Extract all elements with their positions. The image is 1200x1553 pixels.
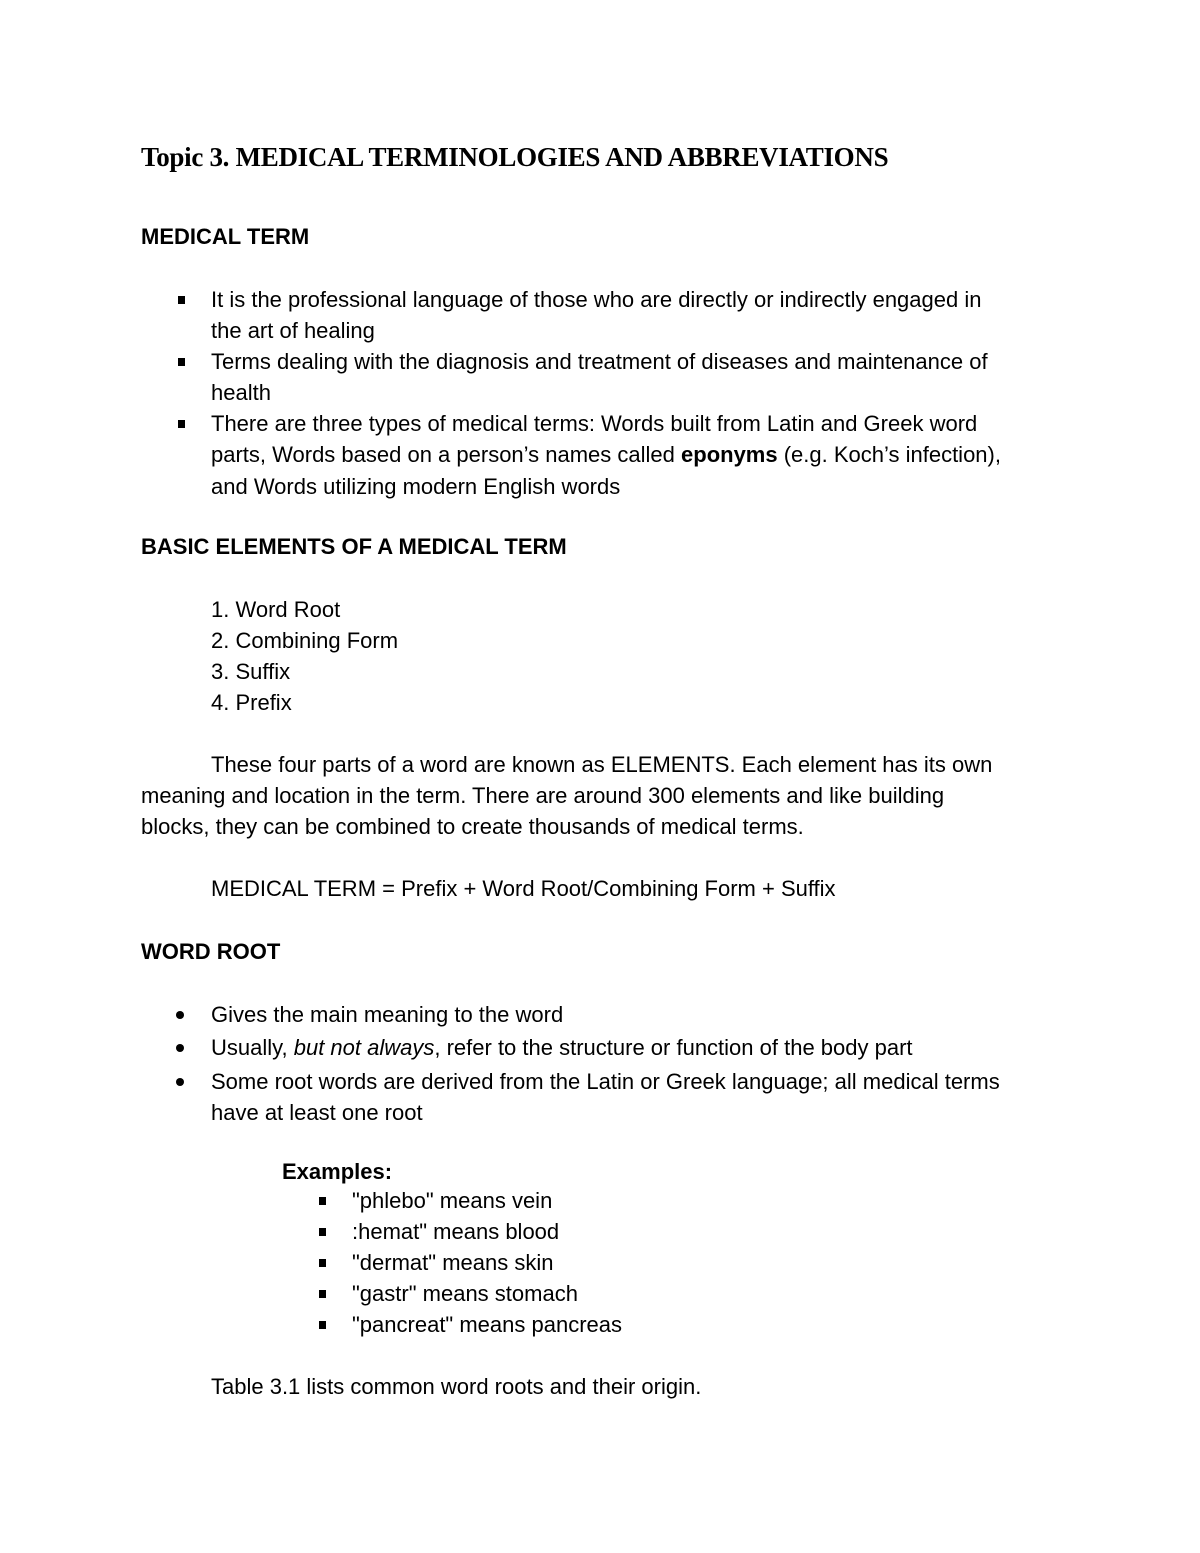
bullet-text-part: Usually,	[211, 1035, 294, 1060]
round-bullet-icon	[176, 1011, 184, 1019]
bullet-text: health	[211, 380, 271, 405]
paragraph-line: blocks, they can be combined to create thousands of medical terms.	[141, 814, 804, 839]
bullet-text: Gives the main meaning to the word	[211, 1002, 564, 1027]
bullet-text: and Words utilizing modern English words	[211, 474, 621, 499]
square-bullet-icon	[178, 358, 185, 366]
square-bullet-icon	[319, 1228, 326, 1236]
bullet-text: have at least one root	[211, 1100, 423, 1125]
square-bullet-icon	[319, 1321, 326, 1329]
bullet-text-part: , refer to the structure or function of the body part	[434, 1035, 913, 1060]
eponyms-term: eponyms	[681, 442, 778, 467]
section-heading-medical-term: MEDICAL TERM	[141, 224, 310, 249]
numbered-item: 1. Word Root	[211, 597, 341, 622]
paragraph-line: meaning and location in the term. There are around 300 elements and like building	[141, 783, 945, 808]
example-item: "gastr" means stomach	[352, 1281, 578, 1306]
round-bullet-icon	[176, 1044, 184, 1052]
square-bullet-icon	[178, 296, 185, 304]
bullet-text: the art of healing	[211, 318, 375, 343]
square-bullet-icon	[319, 1290, 326, 1298]
example-item: "phlebo" means vein	[352, 1188, 553, 1213]
square-bullet-icon	[319, 1197, 326, 1205]
example-item: :hemat" means blood	[352, 1219, 560, 1244]
italic-phrase: but not always	[293, 1035, 435, 1060]
table-reference: Table 3.1 lists common word roots and their origin.	[211, 1374, 702, 1399]
example-item: "pancreat" means pancreas	[352, 1312, 622, 1337]
square-bullet-icon	[178, 420, 185, 428]
bullet-text: There are three types of medical terms: Words built from Latin and Greek word	[211, 411, 978, 436]
bullet-text: Some root words are derived from the Latin or Greek language; all medical terms	[211, 1069, 1000, 1094]
bullet-text: Terms dealing with the diagnosis and treatment of diseases and maintenance of	[211, 349, 988, 374]
section-heading-basic-elements: BASIC ELEMENTS OF A MEDICAL TERM	[141, 534, 567, 559]
numbered-item: 4. Prefix	[211, 690, 292, 715]
square-bullet-icon	[319, 1259, 326, 1267]
bullet-text-part: (e.g. Koch’s infection),	[777, 442, 1001, 467]
numbered-item: 3. Suffix	[211, 659, 291, 684]
round-bullet-icon	[176, 1078, 184, 1086]
page-title: Topic 3. MEDICAL TERMINOLOGIES AND ABBREVIATIONS	[141, 142, 889, 172]
section-heading-word-root: WORD ROOT	[141, 939, 281, 964]
example-item: "dermat" means skin	[352, 1250, 554, 1275]
paragraph-line: These four parts of a word are known as ELEMENTS. Each element has its own	[211, 752, 993, 777]
numbered-item: 2. Combining Form	[211, 628, 399, 653]
bullet-text	[211, 439, 1001, 470]
formula: MEDICAL TERM = Prefix + Word Root/Combining Form + Suffix	[211, 876, 836, 901]
bullet-text-part: parts, Words based on a person’s names called	[211, 442, 682, 467]
bullet-text	[211, 1032, 913, 1063]
bullet-text: It is the professional language of those who are directly or indirectly engaged in	[211, 287, 982, 312]
examples-label: Examples:	[282, 1159, 393, 1184]
